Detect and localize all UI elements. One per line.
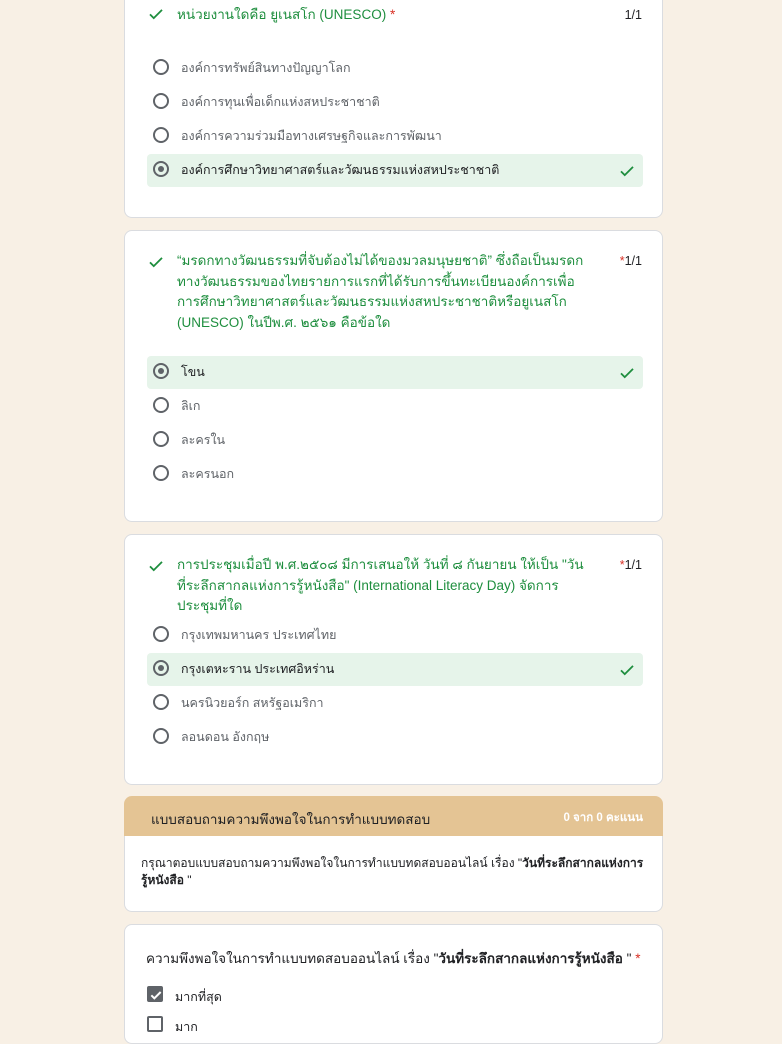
- question-card-1: [124, 0, 663, 218]
- option-label: องค์การทุนเพื่อเด็กแห่งสหประชาชาติ: [181, 95, 380, 109]
- answer-option[interactable]: [147, 458, 643, 491]
- answer-option-correct[interactable]: [147, 356, 643, 389]
- radio-button[interactable]: [153, 626, 169, 642]
- answer-option[interactable]: [147, 619, 643, 652]
- radio-button[interactable]: [153, 127, 169, 143]
- answer-option[interactable]: [147, 120, 643, 153]
- checkbox-unchecked[interactable]: [147, 1016, 163, 1032]
- option-label: นครนิวยอร์ก สหรัฐอเมริกา: [181, 696, 324, 710]
- option-label: กรุงเทพมหานคร ประเทศไทย: [181, 628, 337, 642]
- radio-button[interactable]: [153, 694, 169, 710]
- required-asterisk: *: [619, 558, 625, 572]
- radio-button[interactable]: [153, 465, 169, 481]
- required-asterisk: *: [619, 254, 625, 268]
- question-title: หน่วยงานใดคือ ยูเนสโก (UNESCO) *: [177, 7, 396, 22]
- answer-option-correct[interactable]: [147, 653, 643, 686]
- option-label: องค์การความร่วมมือทางเศรษฐกิจและการพัฒนา: [181, 129, 442, 143]
- radio-button[interactable]: [153, 728, 169, 744]
- radio-button[interactable]: [153, 397, 169, 413]
- answer-option[interactable]: [147, 86, 643, 119]
- radio-button-selected[interactable]: [153, 660, 169, 676]
- section-points: 0 จาก 0 คะแนน: [563, 812, 643, 824]
- question-card-2: [124, 230, 663, 522]
- answer-option[interactable]: [147, 52, 643, 85]
- correct-check-icon: [147, 557, 165, 575]
- correct-check-icon: [618, 661, 636, 679]
- answer-option-correct[interactable]: [147, 154, 643, 187]
- question-title: การประชุมเมื่อปี พ.ศ.๒๕๐๘ มีการเสนอให้ วันที่ ๘ กันยายน ให้เป็น "วันที่ระลึกสากลแห่งการรู้หนังสือ" (International Literacy Day) จัดการประชุมที่ใด: [177, 557, 584, 613]
- option-label: องค์การศึกษาวิทยาศาสตร์และวัฒนธรรมแห่งสหประชาชาติ: [181, 163, 500, 177]
- required-asterisk: *: [389, 7, 396, 22]
- question-score: *1/1: [619, 254, 642, 268]
- survey-question-card: [124, 924, 663, 1044]
- answer-option[interactable]: [147, 687, 643, 720]
- survey-question-title: ความพึงพอใจในการทำแบบทดสอบออนไลน์ เรื่อง "วันที่ระลึกสากลแห่งการรู้หนังสือ " *: [146, 951, 641, 966]
- option-label: องค์การทรัพย์สินทางปัญญาโลก: [181, 61, 351, 75]
- correct-check-icon: [618, 162, 636, 180]
- section-header: [124, 796, 663, 836]
- option-label: ลิเก: [181, 399, 201, 413]
- option-label: ลอนดอน อังกฤษ: [181, 730, 270, 744]
- question-score: 1/1: [624, 8, 642, 22]
- correct-check-icon: [147, 253, 165, 271]
- section-description: กรุณาตอบแบบสอบถามความพึงพอใจในการทำแบบทดสอบออนไลน์ เรื่อง "วันที่ระลึกสากลแห่งการรู้หนังสือ ": [141, 856, 644, 887]
- checkmark-icon: [148, 987, 164, 1003]
- section-title: แบบสอบถามความพึงพอใจในการทำแบบทดสอบ: [151, 812, 431, 827]
- question-card-3: [124, 534, 663, 785]
- section-description-card: [124, 836, 663, 912]
- option-label: โขน: [181, 365, 205, 379]
- question-score: *1/1: [619, 558, 642, 572]
- radio-button-selected[interactable]: [153, 161, 169, 177]
- answer-option[interactable]: [147, 721, 643, 754]
- option-label: ละครใน: [181, 433, 226, 447]
- checkbox-label: มากที่สุด: [175, 990, 222, 1004]
- answer-option[interactable]: [147, 390, 643, 423]
- answer-option[interactable]: [147, 424, 643, 457]
- checkbox-checked[interactable]: [147, 986, 163, 1002]
- correct-check-icon: [147, 5, 165, 23]
- option-label: กรุงเตหะราน ประเทศอิหร่าน: [181, 662, 335, 676]
- checkbox-label: มาก: [175, 1020, 198, 1034]
- radio-button-selected[interactable]: [153, 363, 169, 379]
- radio-button[interactable]: [153, 93, 169, 109]
- option-label: ละครนอก: [181, 467, 235, 481]
- question-title: “มรดกทางวัฒนธรรมที่จับต้องไม่ได้ของมวลมนุษยชาติ” ซึ่งถือเป็นมรดกทางวัฒนธรรมของไทยรายการแรกที่ได้รับการขึ้นทะเบียนองค์การเพื่อการศึกษาวิทยาศาสตร์และวัฒนธรรมแห่งสหประชาชาติหรือยูเนสโก (UNESCO) ในปีพ.ศ. ๒๕๖๑ คือข้อใด: [177, 253, 584, 330]
- correct-check-icon: [618, 364, 636, 382]
- required-asterisk: *: [635, 951, 641, 966]
- radio-button[interactable]: [153, 431, 169, 447]
- radio-button[interactable]: [153, 59, 169, 75]
